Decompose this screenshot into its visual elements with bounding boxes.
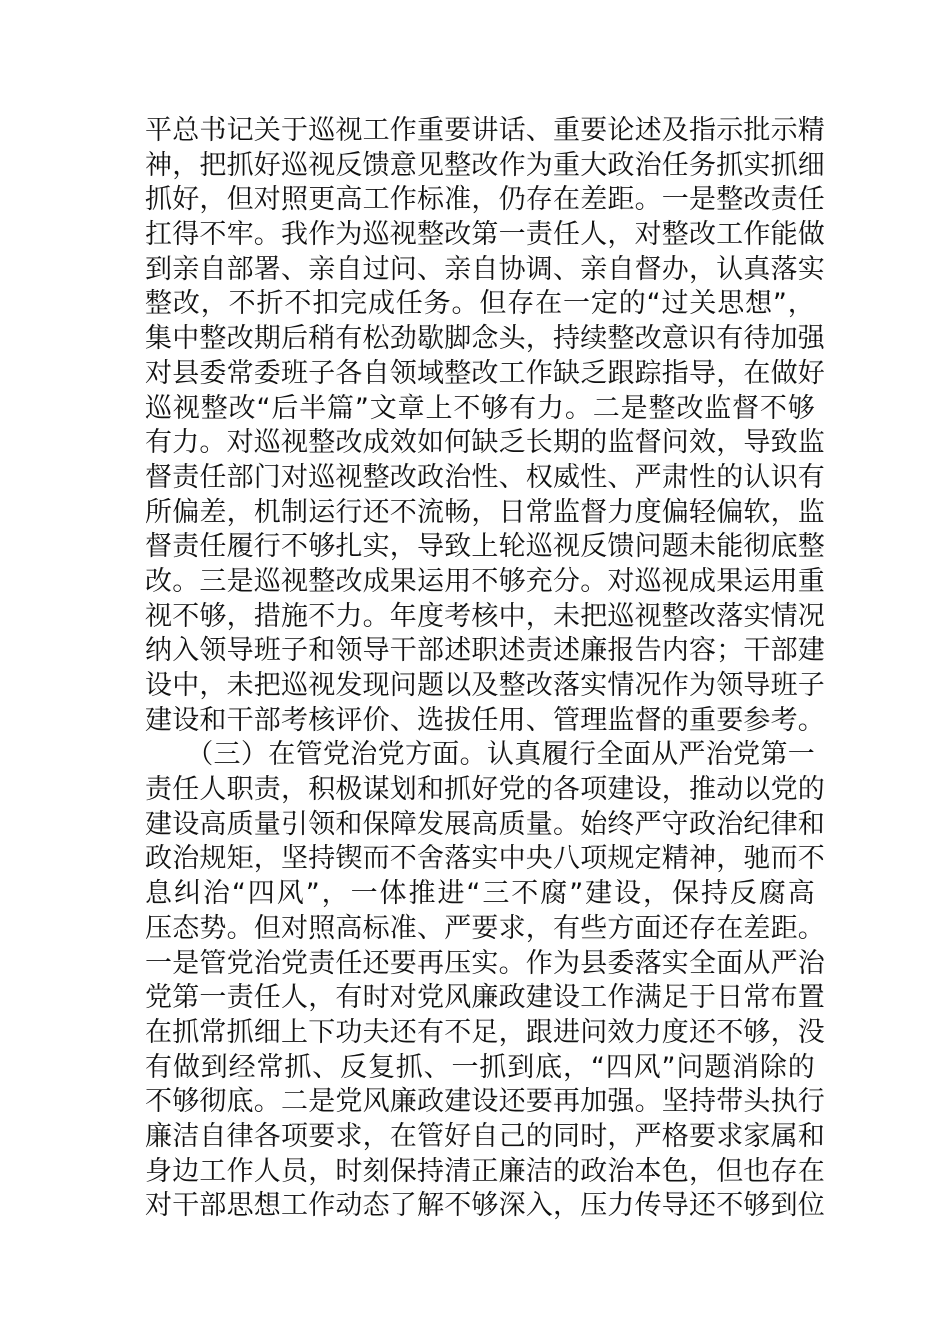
text-line: 有力。对巡视整改成效如何缺乏长期的监督问效，导致监 <box>145 427 825 459</box>
text-line: 身边工作人员，时刻保持清正廉洁的政治本色，但也存在 <box>145 1155 825 1187</box>
text-line: 抓好，但对照更高工作标准，仍存在差距。一是整改责任 <box>145 184 825 216</box>
text-line: 改。三是巡视整改成果运用不够充分。对巡视成果运用重 <box>145 565 825 597</box>
text-line: 建设高质量引领和保障发展高质量。始终严守政治纪律和 <box>145 808 825 840</box>
text-line: 压态势。但对照高标准、严要求，有些方面还存在差距。 <box>145 912 825 944</box>
body-text <box>145 114 825 1224</box>
text-line: 息纠治“四风”，一体推进“三不腐”建设，保持反腐高 <box>145 878 815 910</box>
text-line: 神，把抓好巡视反馈意见整改作为重大政治任务抓实抓细 <box>145 149 825 181</box>
text-line: 有做到经常抓、反复抓、一抓到底，“四风”问题消除的 <box>145 1051 815 1083</box>
text-line: 督责任履行不够扎实，导致上轮巡视反馈问题未能彻底整 <box>145 531 825 563</box>
text-line: 对干部思想工作动态了解不够深入，压力传导还不够到位 <box>145 1190 825 1222</box>
text-line: 扛得不牢。我作为巡视整改第一责任人，对整改工作能做 <box>145 219 825 251</box>
text-line: 在抓常抓细上下功夫还有不足，跟进问效力度还不够，没 <box>145 1016 825 1048</box>
text-line: 督责任部门对巡视整改政治性、权威性、严肃性的认识有 <box>145 461 825 493</box>
text-line: 不够彻底。二是党风廉政建设还要再加强。坚持带头执行 <box>145 1086 825 1118</box>
text-line: （三）在管党治党方面。认真履行全面从严治党第一 <box>145 739 815 771</box>
text-line: 政治规矩，坚持锲而不舍落实中央八项规定精神，驰而不 <box>145 843 825 875</box>
text-line: 责任人职责，积极谋划和抓好党的各项建设，推动以党的 <box>145 774 825 806</box>
text-line: 设中，未把巡视发现问题以及整改落实情况作为领导班子 <box>145 670 825 701</box>
text-line: 平总书记关于巡视工作重要讲话、重要论述及指示批示精 <box>145 115 825 146</box>
text-line: 对县委常委班子各自领域整改工作缺乏跟踪指导，在做好 <box>145 357 825 389</box>
text-line: 巡视整改“后半篇”文章上不够有力。二是整改监督不够 <box>145 392 815 424</box>
text-line: 建设和干部考核评价、选拔任用、管理监督的重要参考。 <box>145 704 825 736</box>
text-line: 整改，不折不扣完成任务。但存在一定的“过关思想”， <box>145 288 815 320</box>
text-line: 廉洁自律各项要求，在管好自己的同时，严格要求家属和 <box>145 1120 825 1152</box>
text-line: 党第一责任人，有时对党风廉政建设工作满足于日常布置 <box>145 982 825 1014</box>
text-line: 视不够，措施不力。年度考核中，未把巡视整改落实情况 <box>145 600 825 632</box>
text-line: 所偏差，机制运行还不流畅，日常监督力度偏轻偏软，监 <box>145 496 825 528</box>
text-line: 集中整改期后稍有松劲歇脚念头，持续整改意识有待加强 <box>145 323 825 355</box>
text-line: 到亲自部署、亲自过问、亲自协调、亲自督办，认真落实 <box>145 253 825 285</box>
text-line: 一是管党治党责任还要再压实。作为县委落实全面从严治 <box>145 947 825 979</box>
text-line: 纳入领导班子和领导干部述职述责述廉报告内容；干部建 <box>145 635 825 667</box>
